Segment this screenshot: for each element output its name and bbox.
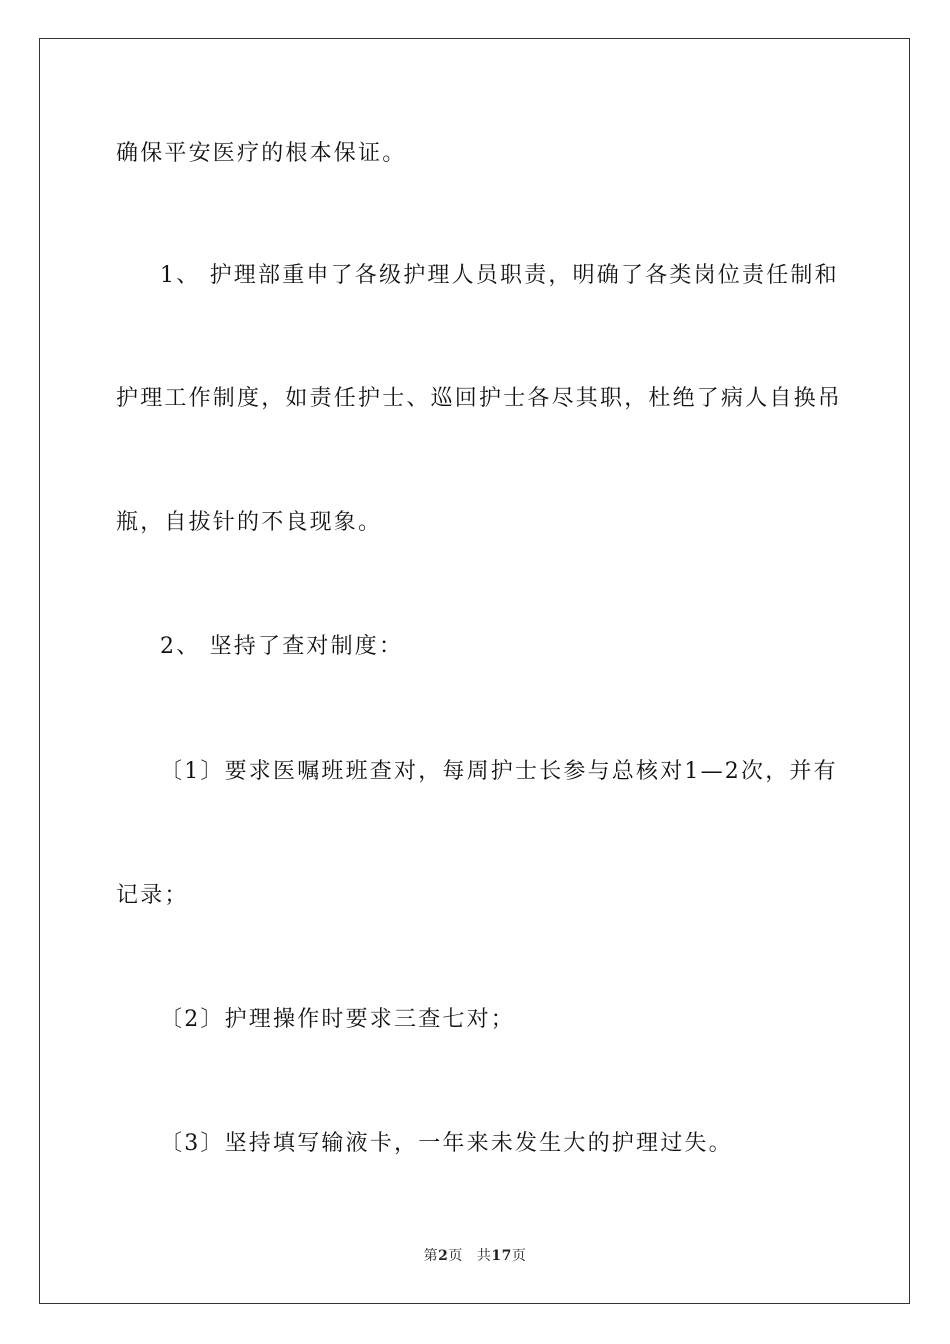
- footer-total-suffix: 页: [511, 1248, 527, 1264]
- page-border: [39, 38, 910, 1304]
- text-line-9: 〔3〕坚持填写输液卡，一年来未发生大的护理过失。: [160, 1131, 733, 1156]
- text-line-8: 〔2〕护理操作时要求三查七对；: [160, 1007, 515, 1032]
- footer-page-suffix: 页: [448, 1248, 463, 1264]
- text-line-1: 确保平安医疗的根本保证。: [116, 141, 407, 166]
- text-line-6: 〔1〕要求医嘱班班查对，每周护士长参与总核对1—2次，并有: [160, 759, 838, 784]
- footer-total-pages: 17: [491, 1248, 512, 1264]
- text-line-4: 瓶，自拔针的不良现象。: [116, 510, 383, 535]
- text-line-7: 记录；: [116, 883, 189, 908]
- page-footer: [0, 1246, 950, 1266]
- text-line-5: 2、 坚持了查对制度：: [160, 634, 404, 659]
- footer-prefix: 第: [423, 1248, 439, 1264]
- text-line-2: 1、 护理部重申了各级护理人员职责，明确了各类岗位责任制和: [160, 263, 839, 288]
- footer-page-number: 2: [438, 1248, 449, 1264]
- text-line-3: 护理工作制度，如责任护士、巡回护士各尽其职，杜绝了病人自换吊: [116, 386, 843, 411]
- footer-total-prefix: 共: [476, 1248, 492, 1264]
